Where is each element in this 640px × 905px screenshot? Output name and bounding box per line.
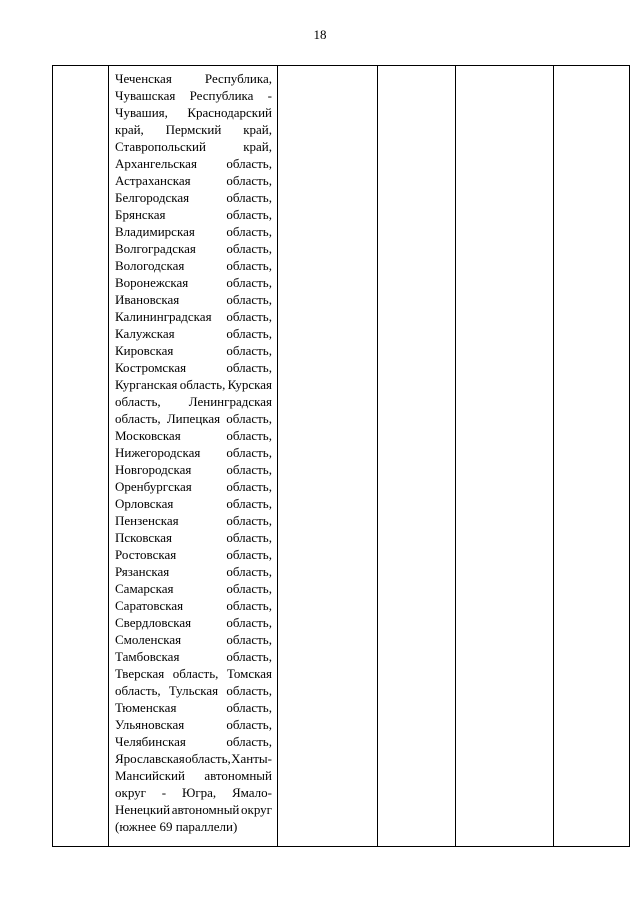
region-word: Костромская	[115, 360, 187, 375]
region-line	[115, 104, 272, 121]
region-word: Курская	[227, 377, 272, 392]
region-line	[115, 240, 272, 257]
table-cell-5	[456, 66, 554, 847]
region-word: Липецкая	[166, 411, 221, 426]
region-line	[115, 529, 272, 546]
region-line	[115, 223, 272, 240]
region-word: Белгородская	[115, 190, 190, 205]
region-line	[115, 172, 272, 189]
region-word: область,	[115, 683, 161, 698]
region-word: Тюменская	[115, 700, 177, 715]
region-line	[115, 376, 272, 393]
table-cell-4	[378, 66, 456, 847]
region-word: Тверская	[115, 666, 165, 681]
region-word: Орловская	[115, 496, 174, 511]
region-line	[115, 699, 272, 716]
region-word: округ	[241, 802, 272, 817]
region-word: Ставропольский	[115, 139, 206, 154]
region-line	[115, 733, 272, 750]
region-line	[115, 393, 272, 410]
region-word: область,	[226, 241, 272, 256]
region-word: Краснодарский	[187, 105, 272, 120]
region-word: область,	[226, 581, 272, 596]
region-line	[115, 461, 272, 478]
region-line	[115, 155, 272, 172]
region-word: область,	[226, 632, 272, 647]
region-word: область,	[226, 700, 272, 715]
region-word: Ямало-	[231, 785, 272, 800]
region-word: Чувашская	[115, 88, 176, 103]
region-word: Ярославская	[115, 751, 185, 766]
region-word: Мансийский	[115, 768, 185, 783]
region-line	[115, 750, 272, 767]
table-cell-3	[278, 66, 378, 847]
region-word: Саратовская	[115, 598, 184, 613]
region-word: Югра,	[181, 785, 217, 800]
region-word: Брянская	[115, 207, 166, 222]
region-word: область,	[226, 462, 272, 477]
region-word: область,	[226, 734, 272, 749]
region-word: область,	[226, 326, 272, 341]
region-word: область,	[226, 445, 272, 460]
region-line	[115, 189, 272, 206]
table-cell-6	[554, 66, 630, 847]
region-line	[115, 444, 272, 461]
region-word: область,	[226, 156, 272, 171]
region-word: область,	[226, 513, 272, 528]
page-number: 18	[313, 27, 327, 42]
region-word: Чувашия,	[115, 105, 168, 120]
region-word: область,	[226, 530, 272, 545]
region-line	[115, 257, 272, 274]
region-line	[115, 410, 272, 427]
region-line	[115, 308, 272, 325]
region-word: область,	[226, 224, 272, 239]
region-word: Кировская	[115, 343, 174, 358]
region-word: область,	[226, 258, 272, 273]
region-line	[115, 274, 272, 291]
region-word: Челябинская	[115, 734, 186, 749]
region-word: Ханты-	[231, 751, 272, 766]
region-word: Республика	[189, 88, 254, 103]
region-word: Самарская	[115, 581, 174, 596]
region-word: автономный	[204, 768, 272, 783]
region-word: Свердловская	[115, 615, 192, 630]
region-line	[115, 138, 272, 155]
region-line	[115, 342, 272, 359]
region-word: Ульяновская	[115, 717, 185, 732]
region-line	[115, 784, 272, 801]
region-word: Рязанская	[115, 564, 170, 579]
region-word: область,	[226, 717, 272, 732]
region-word: Пензенская	[115, 513, 179, 528]
region-line	[115, 716, 272, 733]
region-line	[115, 801, 272, 818]
region-word: область,	[226, 173, 272, 188]
region-line	[115, 597, 272, 614]
region-word: область,	[226, 411, 272, 426]
regions-text	[109, 66, 277, 835]
region-word: Новгородская	[115, 462, 192, 477]
region-word: Ненецкий	[115, 802, 171, 817]
region-word: Вологодская	[115, 258, 185, 273]
region-line	[115, 325, 272, 342]
region-word: Ивановская	[115, 292, 180, 307]
region-word: Тамбовская	[115, 649, 180, 664]
region-word: область,	[226, 275, 272, 290]
table-cell-regions	[109, 66, 278, 847]
region-word: область,	[226, 292, 272, 307]
region-word: Чеченская	[115, 71, 172, 86]
region-word: Курганская	[115, 377, 178, 392]
region-word: край,	[115, 122, 144, 137]
region-word: область,	[115, 411, 161, 426]
region-line	[115, 580, 272, 597]
region-word: Пермский	[165, 122, 222, 137]
region-line	[115, 87, 272, 104]
region-word: Республика,	[204, 71, 272, 86]
region-word: область,	[226, 615, 272, 630]
region-word: область,	[226, 190, 272, 205]
region-word: Ленинградская	[188, 394, 272, 409]
region-word: Псковская	[115, 530, 173, 545]
region-line	[115, 631, 272, 648]
region-line	[115, 818, 272, 835]
region-word: Калужская	[115, 326, 175, 341]
region-word: Ростовская	[115, 547, 177, 562]
region-line	[115, 427, 272, 444]
region-line	[115, 121, 272, 138]
region-word: Тульская	[168, 683, 219, 698]
region-word: область,	[226, 309, 272, 324]
region-word: область,	[226, 683, 272, 698]
region-word: Владимирская	[115, 224, 195, 239]
region-word: область,	[226, 598, 272, 613]
region-line	[115, 206, 272, 223]
region-word: область,	[226, 360, 272, 375]
region-word: Астраханская	[115, 173, 191, 188]
region-word: область,	[226, 496, 272, 511]
region-word: область,	[226, 547, 272, 562]
region-word: Архангельская	[115, 156, 197, 171]
region-word: область,	[185, 751, 231, 766]
region-word: Московская	[115, 428, 181, 443]
region-word: область,	[226, 649, 272, 664]
region-line	[115, 291, 272, 308]
region-word: Нижегородская	[115, 445, 201, 460]
region-line	[115, 546, 272, 563]
region-word: область,	[226, 479, 272, 494]
region-word: область,	[226, 207, 272, 222]
region-line	[115, 70, 272, 87]
region-word: Оренбургская	[115, 479, 192, 494]
regions-table	[52, 65, 630, 847]
region-word: область,	[226, 343, 272, 358]
region-line	[115, 648, 272, 665]
region-word: автономный	[171, 802, 240, 817]
region-word: область,	[226, 428, 272, 443]
region-word: край,	[243, 122, 272, 137]
region-word: Воронежская	[115, 275, 189, 290]
region-line	[115, 512, 272, 529]
region-line	[115, 359, 272, 376]
region-line	[115, 682, 272, 699]
table-cell-1	[53, 66, 109, 847]
region-line	[115, 478, 272, 495]
region-line	[115, 665, 272, 682]
region-word: Калининградская	[115, 309, 212, 324]
region-word: область,	[172, 666, 219, 681]
region-line	[115, 767, 272, 784]
region-word: Смоленская	[115, 632, 182, 647]
region-word: (южнее 69 параллели)	[115, 819, 238, 834]
table-row	[53, 66, 630, 847]
region-word: Волгоградская	[115, 241, 196, 256]
region-word: область,	[226, 564, 272, 579]
region-word: Томская	[226, 666, 272, 681]
region-word: область,	[115, 394, 161, 409]
region-word: область,	[179, 377, 226, 392]
region-line	[115, 563, 272, 580]
region-word: край,	[243, 139, 272, 154]
region-word: округ	[115, 785, 146, 800]
region-word: -	[161, 785, 167, 800]
region-word: -	[267, 88, 272, 103]
region-line	[115, 495, 272, 512]
region-line	[115, 614, 272, 631]
